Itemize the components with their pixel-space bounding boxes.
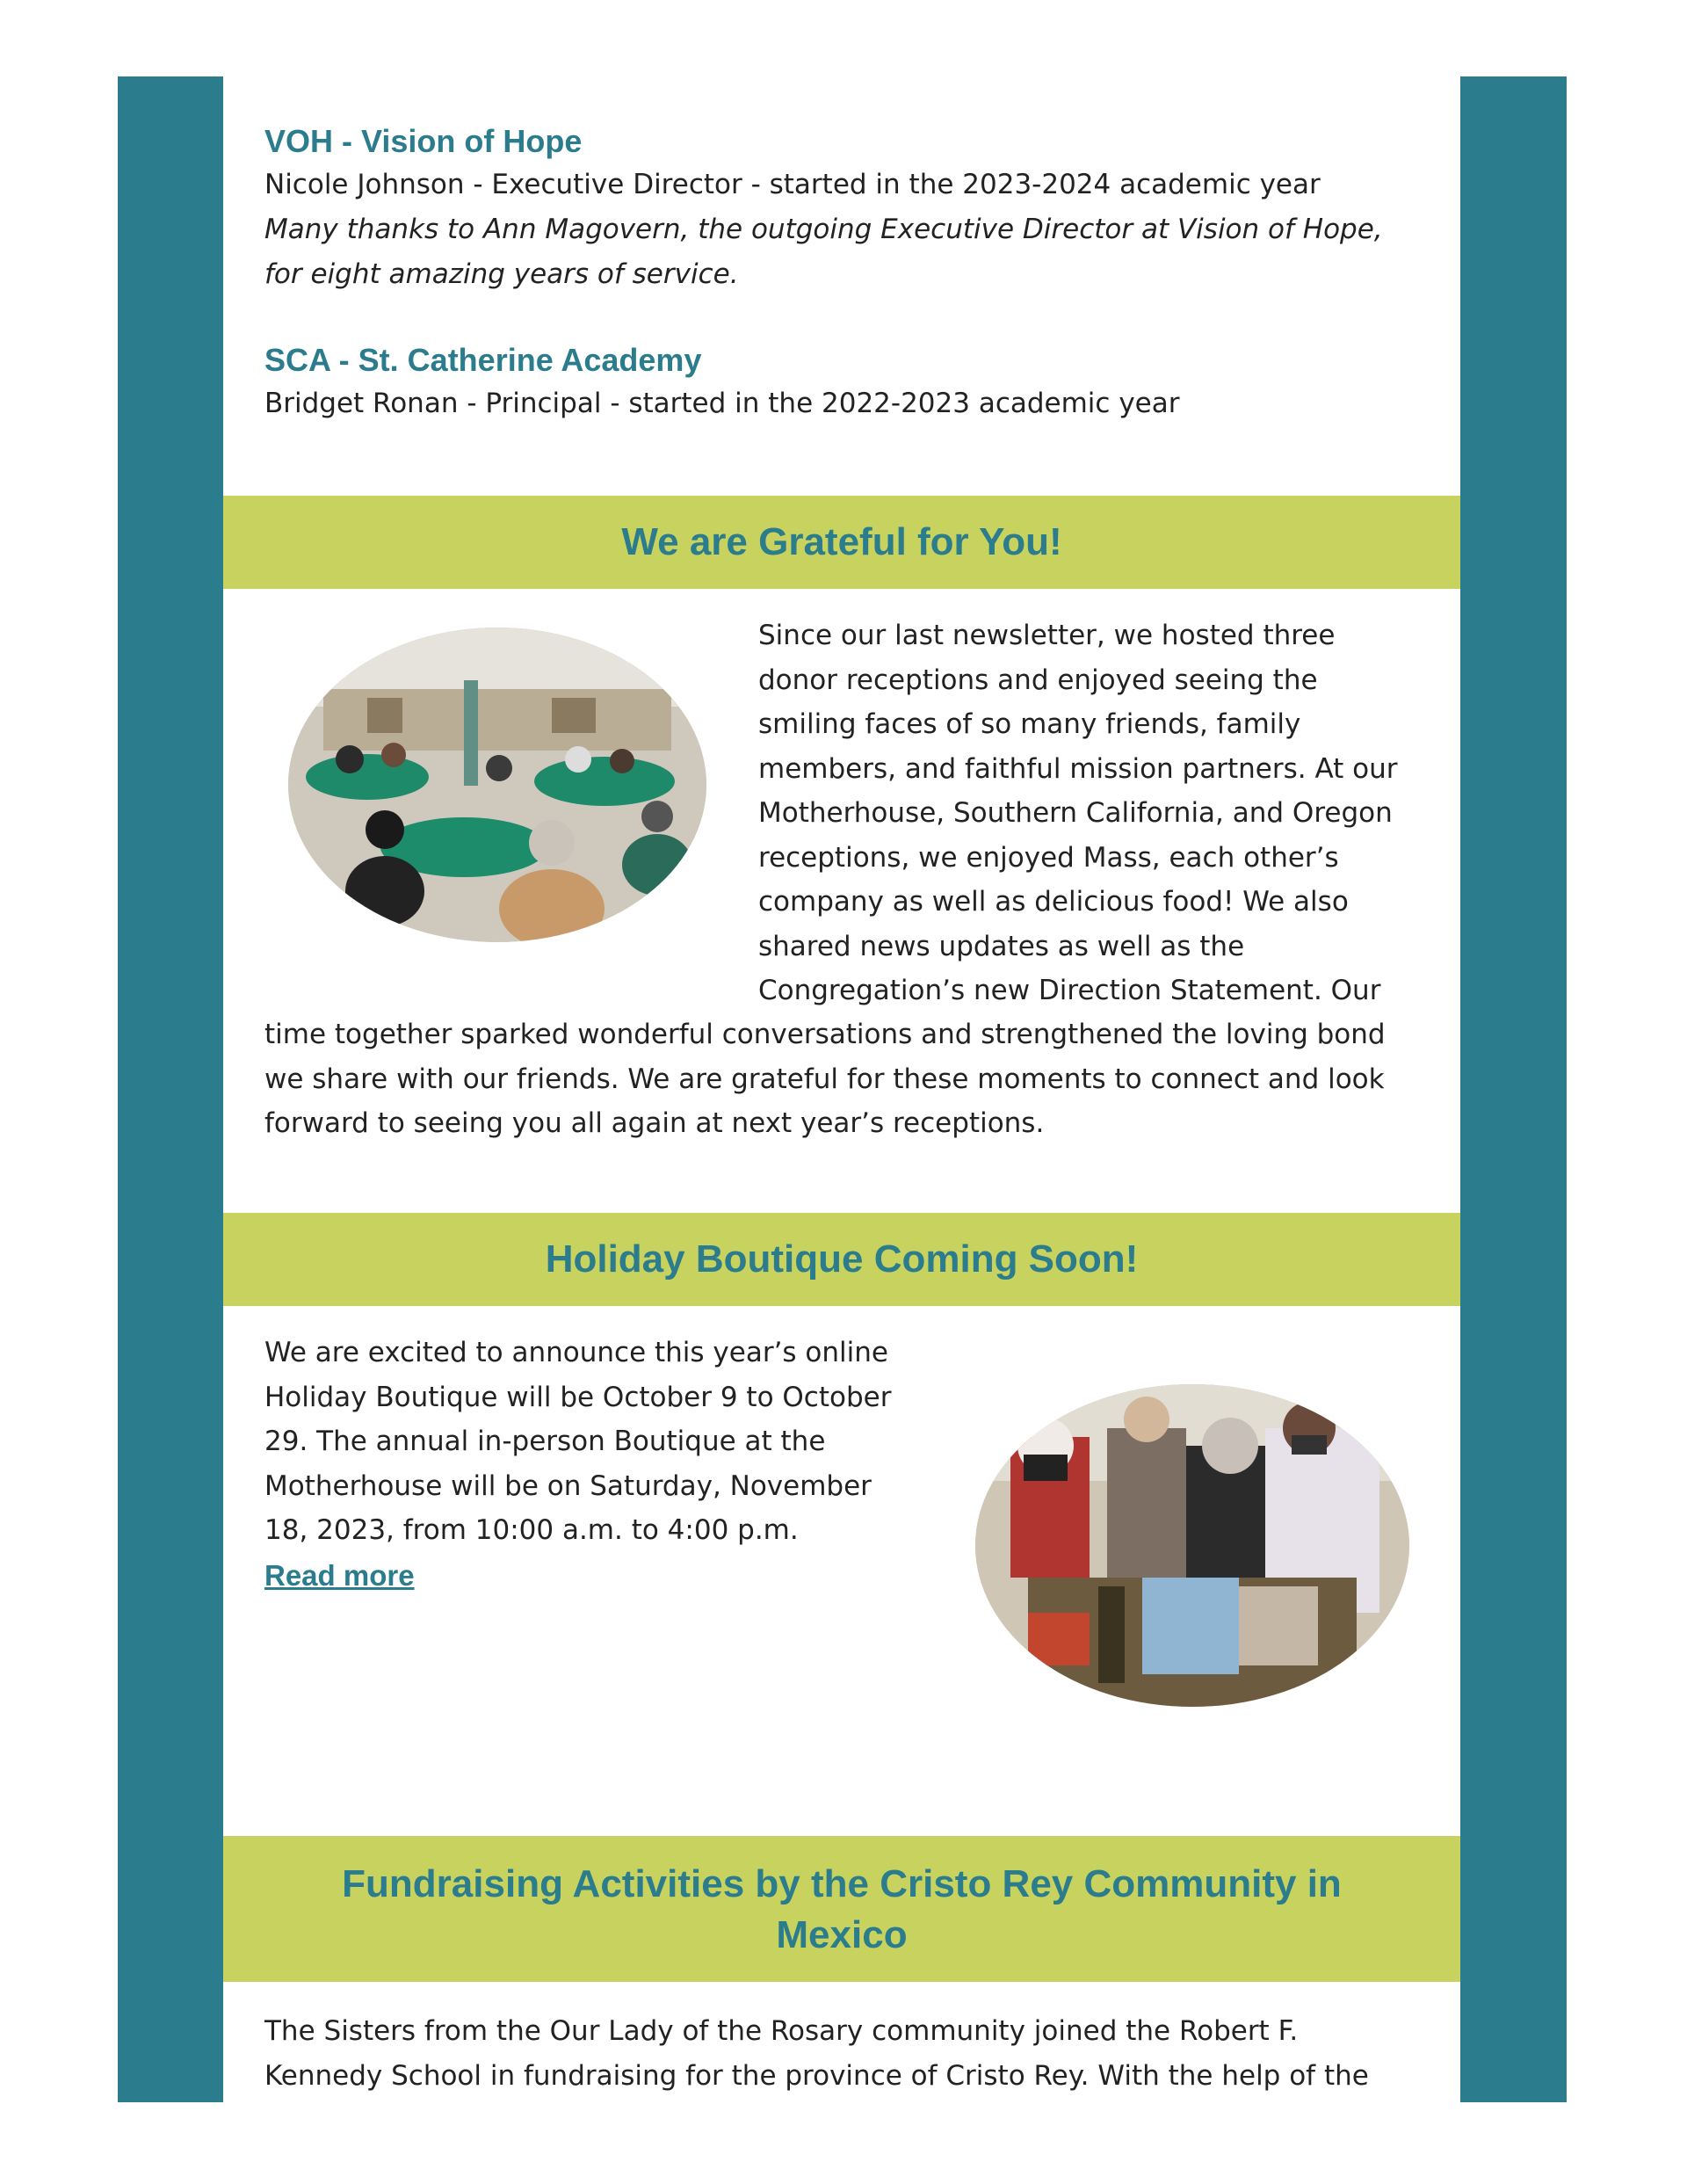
grateful-line: members, and faithful mission partners. At our — [758, 752, 1398, 785]
grateful-title: We are Grateful for You! — [621, 520, 1062, 563]
read-more-link[interactable]: Read more — [264, 1558, 415, 1592]
fundraising-text — [264, 2009, 1442, 2098]
newsletter-card — [223, 76, 1460, 2102]
boutique-line: 18, 2023, from 10:00 a.m. to 4:00 p.m. — [264, 1514, 799, 1546]
grateful-line: shared news updates as well as the — [758, 930, 1245, 962]
voh-director-line: Nicole Johnson - Executive Director - started in the 2023-2024 academic year — [264, 169, 1321, 200]
newsletter-frame — [118, 76, 1567, 2102]
fundraising-title-line-1: Fundraising Activities by the Cristo Rey Community in — [342, 1862, 1342, 1905]
grateful-line: receptions, we enjoyed Mass, each other’s — [758, 841, 1339, 874]
boutique-title: Holiday Boutique Coming Soon! — [545, 1237, 1139, 1281]
boutique-line: We are excited to announce this year’s online — [264, 1337, 888, 1368]
sca-principal-line: Bridget Ronan - Principal - started in the 2022-2023 academic year — [264, 388, 1180, 419]
boutique-shoppers-photo — [975, 1384, 1409, 1707]
donor-reception-photo — [288, 628, 706, 942]
grateful-banner — [223, 496, 1460, 589]
sca-heading: SCA - St. Catherine Academy — [264, 342, 702, 378]
grateful-full-line: time together sparked wonderful conversations and strengthened the loving bond — [264, 1019, 1386, 1050]
grateful-full-line: we share with our friends. We are grateful for these moments to connect and look — [264, 1063, 1385, 1095]
fundraising-title-line-2: Mexico — [776, 1913, 908, 1956]
fundraising-line: Kennedy School in fundraising for the province of Cristo Rey. With the help of the — [264, 2059, 1369, 2092]
grateful-line: donor receptions and enjoyed seeing the — [758, 664, 1318, 696]
grateful-side-text — [758, 613, 1426, 1013]
grateful-line: Since our last newsletter, we hosted three — [758, 620, 1336, 651]
grateful-line: smiling faces of so many friends, family — [758, 708, 1301, 740]
boutique-line: Holiday Boutique will be October 9 to October — [264, 1381, 892, 1413]
grateful-line: Congregation’s new Direction Statement. Our — [758, 975, 1381, 1006]
boutique-line: 29. The annual in-person Boutique at the — [264, 1426, 826, 1457]
fundraising-banner — [223, 1836, 1460, 1982]
grateful-full-line: forward to seeing you all again at next year’s receptions. — [264, 1107, 1045, 1139]
grateful-line: company as well as delicious food! We also — [758, 886, 1349, 918]
voh-thanks-line-1: Many thanks to Ann Magovern, the outgoing Executive Director at Vision of Hope, — [264, 214, 1383, 245]
voh-thanks-line-2: for eight amazing years of service. — [264, 258, 739, 290]
boutique-banner — [223, 1213, 1460, 1306]
grateful-full-text — [264, 1012, 1442, 1146]
voh-heading: VOH - Vision of Hope — [264, 123, 583, 159]
leadership-section — [223, 120, 1460, 426]
boutique-text — [264, 1331, 932, 1598]
boutique-line: Motherhouse will be on Saturday, November — [264, 1469, 872, 1502]
grateful-line: Motherhouse, Southern California, and Oregon — [758, 797, 1393, 829]
fundraising-line: The Sisters from the Our Lady of the Rosary community joined the Robert F. — [264, 2015, 1299, 2047]
